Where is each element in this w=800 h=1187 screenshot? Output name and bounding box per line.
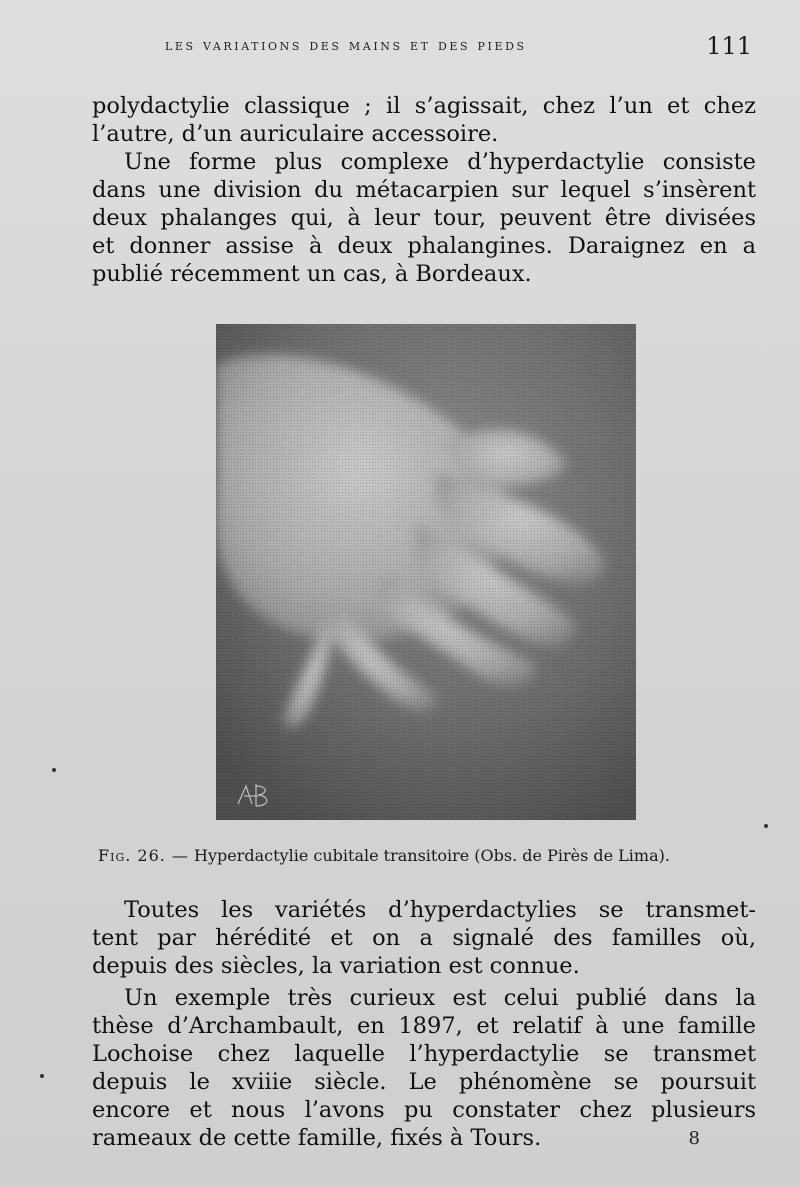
- text-line: polydactylie classique ; il s’agissait, chez l’un et chez: [92, 93, 756, 119]
- print-speck: [40, 1074, 44, 1078]
- text-line: publié récemment un cas, à Bordeaux.: [92, 261, 532, 287]
- text-line: Une forme plus complexe d’hyperdactylie consiste: [124, 149, 756, 175]
- caption-text: Hyperdactylie cubitale transitoire (Obs. de Pirès de Lima).: [194, 846, 670, 865]
- paragraph-3: [92, 896, 756, 980]
- page-number: 111: [706, 32, 752, 60]
- text-line: depuis des siècles, la variation est connue.: [92, 953, 580, 979]
- text-line: encore et nous l’avons pu constater chez plusieurs: [92, 1097, 756, 1123]
- print-speck: [764, 824, 768, 828]
- print-speck: [52, 768, 56, 772]
- text-line: thèse d’Archambault, en 1897, et relatif à une famille: [92, 1013, 756, 1039]
- text-line: dans une division du métacarpien sur lequel s’insèrent: [92, 177, 756, 203]
- text-line: Lochoise chez laquelle l’hyperdactylie se transmet: [92, 1041, 756, 1067]
- running-title: les variations des mains et des pieds: [165, 36, 527, 54]
- text-line: rameaux de cette famille, fixés à Tours.: [92, 1125, 542, 1151]
- text-line: tent par hérédité et on a signalé des familles où,: [92, 925, 756, 951]
- text-line: l’autre, d’un auriculaire accessoire.: [92, 121, 499, 147]
- paragraph-1: [92, 92, 756, 148]
- paragraph-2: [92, 148, 756, 288]
- text-line: deux phalanges qui, à leur tour, peuvent être divisées: [92, 205, 756, 231]
- paragraph-4: [92, 984, 756, 1152]
- figure-label: Fig. 26. —: [98, 846, 189, 865]
- hand-photograph: [216, 324, 636, 820]
- figure-caption: [98, 846, 758, 865]
- text-line: Un exemple très curieux est celui publié dans la: [124, 985, 756, 1011]
- text-line: et donner assise à deux phalangines. Daraignez en a: [92, 233, 756, 259]
- text-line: Toutes les variétés d’hyperdactylies se transmet-: [124, 897, 756, 923]
- text-line: depuis le xviiie siècle. Le phénomène se poursuit: [92, 1069, 756, 1095]
- signature-mark: 8: [688, 1128, 700, 1149]
